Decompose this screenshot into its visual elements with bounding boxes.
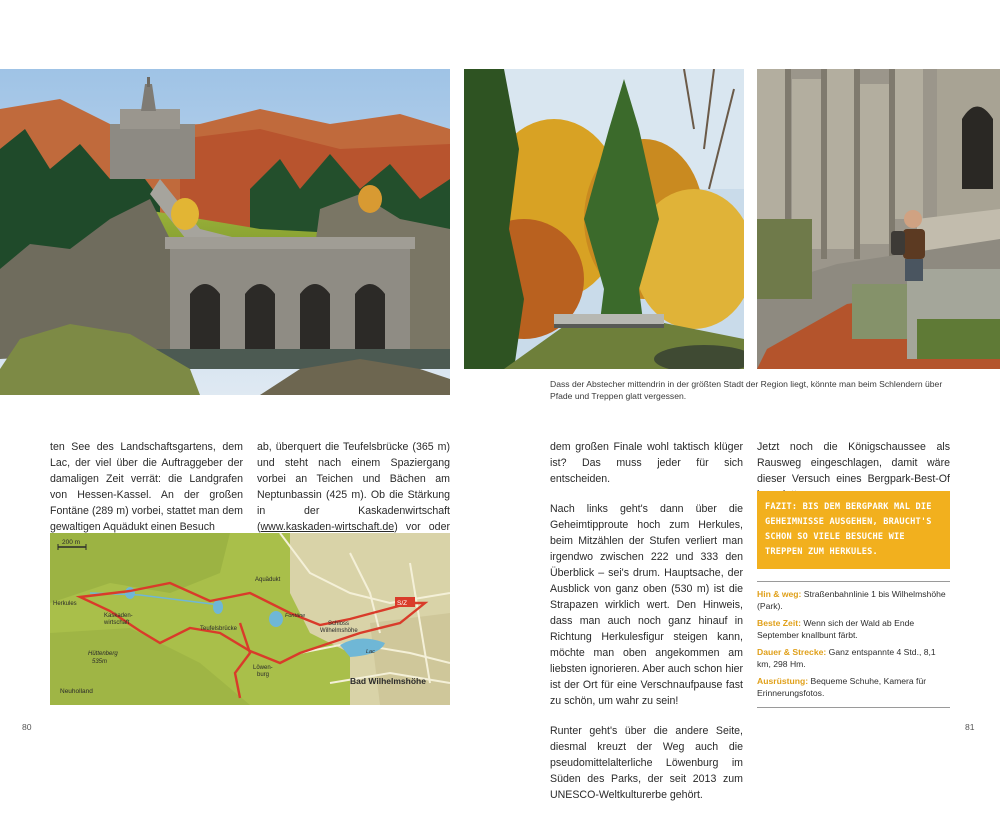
fact-ausruestung [757,676,950,699]
map-label-lac: Lac [366,649,375,655]
fact-text: Bequeme Schuhe, Kamera für Erinnerungsfotos. [757,676,927,698]
fact-beste-zeit [757,618,950,641]
photo-herkules-park [0,69,450,395]
map-label-teufelsbruecke: Teufelsbrücke [200,626,238,632]
photo-stone-cascade-hiker [757,69,1000,369]
map-label-fontaene: Fontäne [285,613,306,619]
fact-dauer-strecke [757,647,950,670]
map-label-kaskaden-2: wirtschaft [104,620,130,626]
fact-hin-weg [757,589,950,612]
map-label-kaskaden-1: Kaskaden- [104,613,133,619]
page-number-right: 81 [965,722,975,732]
column-1-text: ten See des Landschaftsgartens, dem Lac, der viel über die Auftraggeber der damaligen Zeit verrät: die Landgrafen von Hessen-Kassel. An der großen Fontäne (289 m) vorbei, stattet man dem gewaltigen Aquädukt einen Besuch [50,441,243,533]
facts-divider-top [757,581,950,582]
fact-label: Dauer & Strecke: [757,647,827,657]
map-start-label: S/Z [397,600,408,607]
fact-text: Wenn sich der Wald ab Ende September knallbunt färbt. [757,618,915,640]
photo-autumn-forest [464,69,744,369]
column-2-text-b: ) vor oder [394,521,450,533]
map-label-loewen-1: Löwen- [253,665,273,671]
kaskaden-website-link[interactable]: www.kaskaden-wirtschaft.de [260,521,395,533]
fact-text: Straßenbahnlinie 1 bis Wilhelmshöhe (Park). [757,589,946,611]
map-label-neuholland: Neuholland [60,688,93,695]
map-label-loewen-2: burg [257,672,270,678]
route-map [50,533,450,705]
map-label-bad-wilhelmshoehe: Bad Wilhelmshöhe [350,676,426,686]
map-label-huettenberg-1: Hüttenberg [88,651,118,657]
page-number-left: 80 [22,722,32,732]
tour-facts [757,589,950,705]
text-column-1 [50,439,243,535]
photo-caption: Dass der Abstecher mittendrin in der größten Stadt der Region liegt, könnte man beim Schlendern über Pfade und Treppen glatt vergessen. [550,379,943,401]
column-2-text-a: ab, überquert die Teufelsbrücke (365 m) und steht nach einem Spaziergang vorbei an Teichen und Bächen am Neptunbassin (425 m). Ob die Stärkung in der Kaskadenwirtschaft ( [257,441,450,533]
column-4-text: Jetzt noch die Königschaussee als Rausweg eingeschlagen, damit wäre dieser Versuch eines Bergpark-Best-Of [757,441,950,485]
column-3-paragraph-3: Runter geht's über die andere Seite, diesmal kreuzt der Weg auch die pseudomittelalterliche Löwenburg im Süden des Parks, der seit 2013 zum UNESCO-Weltkulturerbe gehört. [550,725,743,801]
fazit-box [757,491,950,569]
map-label-schloss-2: Wilhelmshöhe [320,628,358,634]
map-label-huettenberg-2: 535m [92,659,108,665]
map-label-schloss-1: Schloss [328,621,350,627]
map-label-aquaedukt: Aquädukt [255,577,281,583]
fact-label: Ausrüstung: [757,676,809,686]
text-column-3 [550,439,743,817]
fact-label: Hin & weg: [757,589,802,599]
fact-text: Ganz entspannte 4 Std., 8,1 km, 298 Hm. [757,647,936,669]
column-3-paragraph-1: dem großen Finale wohl taktisch klüger ist? Das muss jeder für sich entscheiden. [550,441,743,485]
column-3-paragraph-2: Nach links geht's dann über die Geheimtipproute hoch zum Herkules, beim Mitzählen der Stufen verliert man irgendwo zwischen 222 und 333 den Überblick – sei's drum. Hauptsache, der Ausblick von ganz oben (530 m) ist die Strapazen wirklich wert. Den Hinweis, dass man auch noch ganz hinauf in Richtung Herkulesfigur steigen kann, möchte man oben angekommen am liebsten ignorieren. Aber auch schon hier ist der Ort für eine Verschnaufpause fast zu schön, um wahr zu sein! [550,503,743,707]
fazit-text: FAZIT: BIS DEM BERGPARK MAL DIE GEHEIMNISSE AUSGEHEN, BRAUCHT'S SCHON SO VIELE BESUCHE WIE TREPPEN ZUM HERKULES. [765,502,932,557]
facts-divider-bottom [757,707,950,708]
map-label-herkules: Herkules [53,601,77,607]
fact-label: Beste Zeit: [757,618,801,628]
map-scale: 200 m [62,539,81,546]
